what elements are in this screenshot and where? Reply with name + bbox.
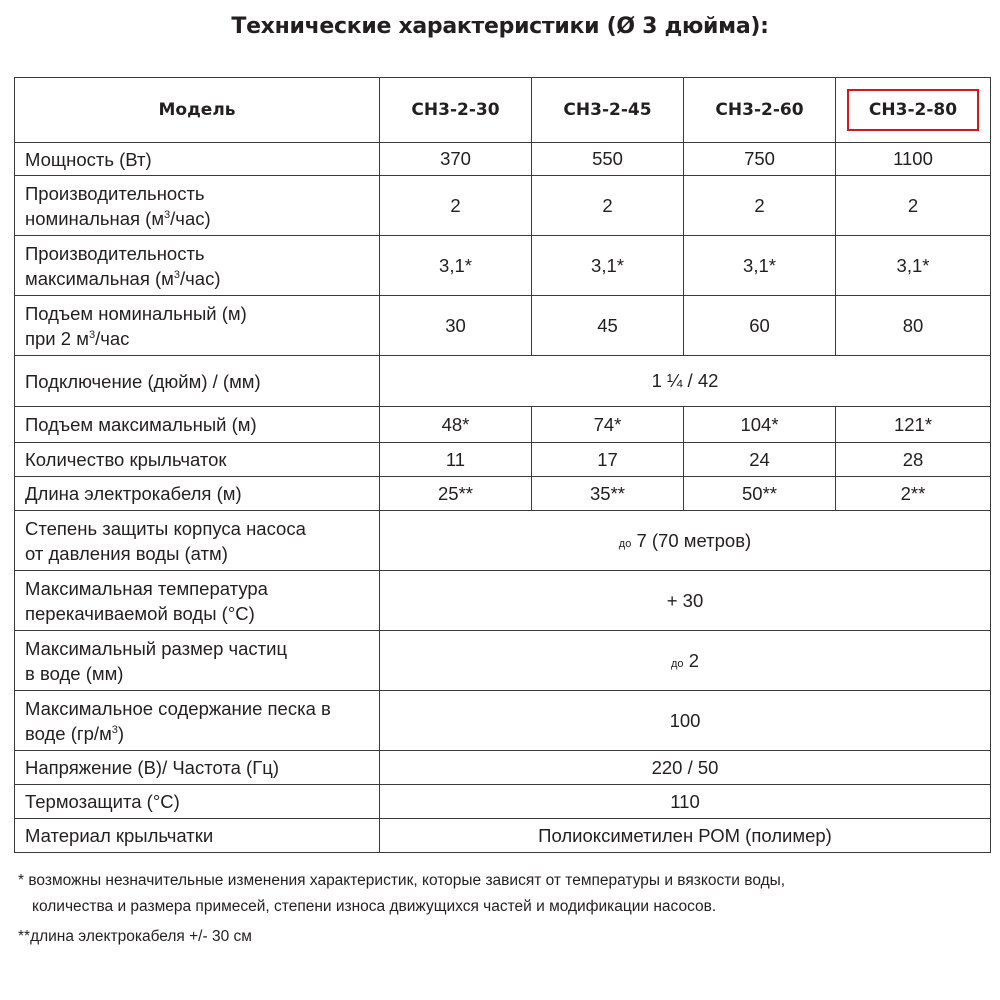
table-row [15, 511, 991, 571]
table-row [15, 407, 991, 443]
page-title: Технические характеристики (Ø 3 дюйма): [231, 14, 769, 39]
row-label: Напряжение (В)/ Частота (Гц) [15, 751, 380, 785]
row-label: Степень защиты корпуса насоса от давления воды (атм) [15, 511, 380, 571]
cell: 2 [532, 176, 684, 236]
table-row [15, 296, 991, 356]
cell: 2** [836, 477, 991, 511]
table-header-row [15, 78, 991, 143]
cell: 28 [836, 443, 991, 477]
table-row [15, 236, 991, 296]
cell: 50** [684, 477, 836, 511]
footnote-1-line-1: * возможны незначительные изменения характеристик, которые зависят от температуры и вязкости воды, [18, 872, 786, 889]
cell: 60 [684, 296, 836, 356]
cell: 35** [532, 477, 684, 511]
cell: Полиоксиметилен РОМ (полимер) [380, 819, 991, 853]
row-label: Производительность номинальная $(м^3/час)$ [15, 176, 380, 236]
row-label: Количество крыльчаток [15, 443, 380, 477]
table-row [15, 176, 991, 236]
table-row [15, 356, 991, 407]
highlighted-model-box: СН3-2-80 [847, 89, 979, 131]
model-col-3: СН3-2-60 [684, 78, 836, 143]
cell: 11 [380, 443, 532, 477]
table-row [15, 751, 991, 785]
table-row [15, 443, 991, 477]
cell: 3,1* [532, 236, 684, 296]
cell: 2 [684, 176, 836, 236]
model-header: Модель [15, 78, 380, 143]
footnotes [18, 868, 988, 950]
row-label: Максимальный размер частиц в воде (мм) [15, 631, 380, 691]
model-col-4 [836, 78, 991, 143]
cell: 1100 [836, 143, 991, 176]
cell: 17 [532, 443, 684, 477]
cell: до 2 [380, 631, 991, 691]
cell: до 7 (70 метров) [380, 511, 991, 571]
cell: 3,1* [836, 236, 991, 296]
cell: 550 [532, 143, 684, 176]
cell: 25** [380, 477, 532, 511]
table-row [15, 691, 991, 751]
table-row [15, 631, 991, 691]
row-label: Подъем максимальный (м) [15, 407, 380, 443]
cell: 220 / 50 [380, 751, 991, 785]
footnote-1-line-2: количества и размера примесей, степени износа движущихся частей и модификации насосов. [32, 898, 717, 915]
cell: 110 [380, 785, 991, 819]
row-label: Материал крыльчатки [15, 819, 380, 853]
cell: 2 [380, 176, 532, 236]
cell: 2 [836, 176, 991, 236]
row-label: Мощность (Вт) [15, 143, 380, 176]
cell: 750 [684, 143, 836, 176]
footnote-2: **длина электрокабеля +/- 30 см [18, 928, 252, 945]
model-col-2: СН3-2-45 [532, 78, 684, 143]
table-row [15, 819, 991, 853]
cell: 30 [380, 296, 532, 356]
cell: 370 [380, 143, 532, 176]
row-label: Подъем номинальный (м) при 2 $м^3$/час [15, 296, 380, 356]
table-row [15, 571, 991, 631]
cell: 74* [532, 407, 684, 443]
row-label: Подключение (дюйм) / (мм) [15, 356, 380, 407]
cell: 48* [380, 407, 532, 443]
row-label: Длина электрокабеля (м) [15, 477, 380, 511]
table-row [15, 785, 991, 819]
row-label: Максимальная температура перекачиваемой воды (°С) [15, 571, 380, 631]
cell: 80 [836, 296, 991, 356]
table-row [15, 477, 991, 511]
spec-table [14, 77, 991, 853]
cell: 1 ¼ / 42 [380, 356, 991, 407]
cell: 3,1* [684, 236, 836, 296]
model-col-1: СН3-2-30 [380, 78, 532, 143]
cell: 121* [836, 407, 991, 443]
cell: 3,1* [380, 236, 532, 296]
cell: + 30 [380, 571, 991, 631]
cell: 24 [684, 443, 836, 477]
cell: 45 [532, 296, 684, 356]
cell: 100 [380, 691, 991, 751]
row-label: Максимальное содержание песка в воде $(гр/м^3)$ [15, 691, 380, 751]
table-row [15, 143, 991, 176]
row-label: Термозащита (°С) [15, 785, 380, 819]
cell: 104* [684, 407, 836, 443]
row-label: Производительность максимальная $(м^3/час)$ [15, 236, 380, 296]
